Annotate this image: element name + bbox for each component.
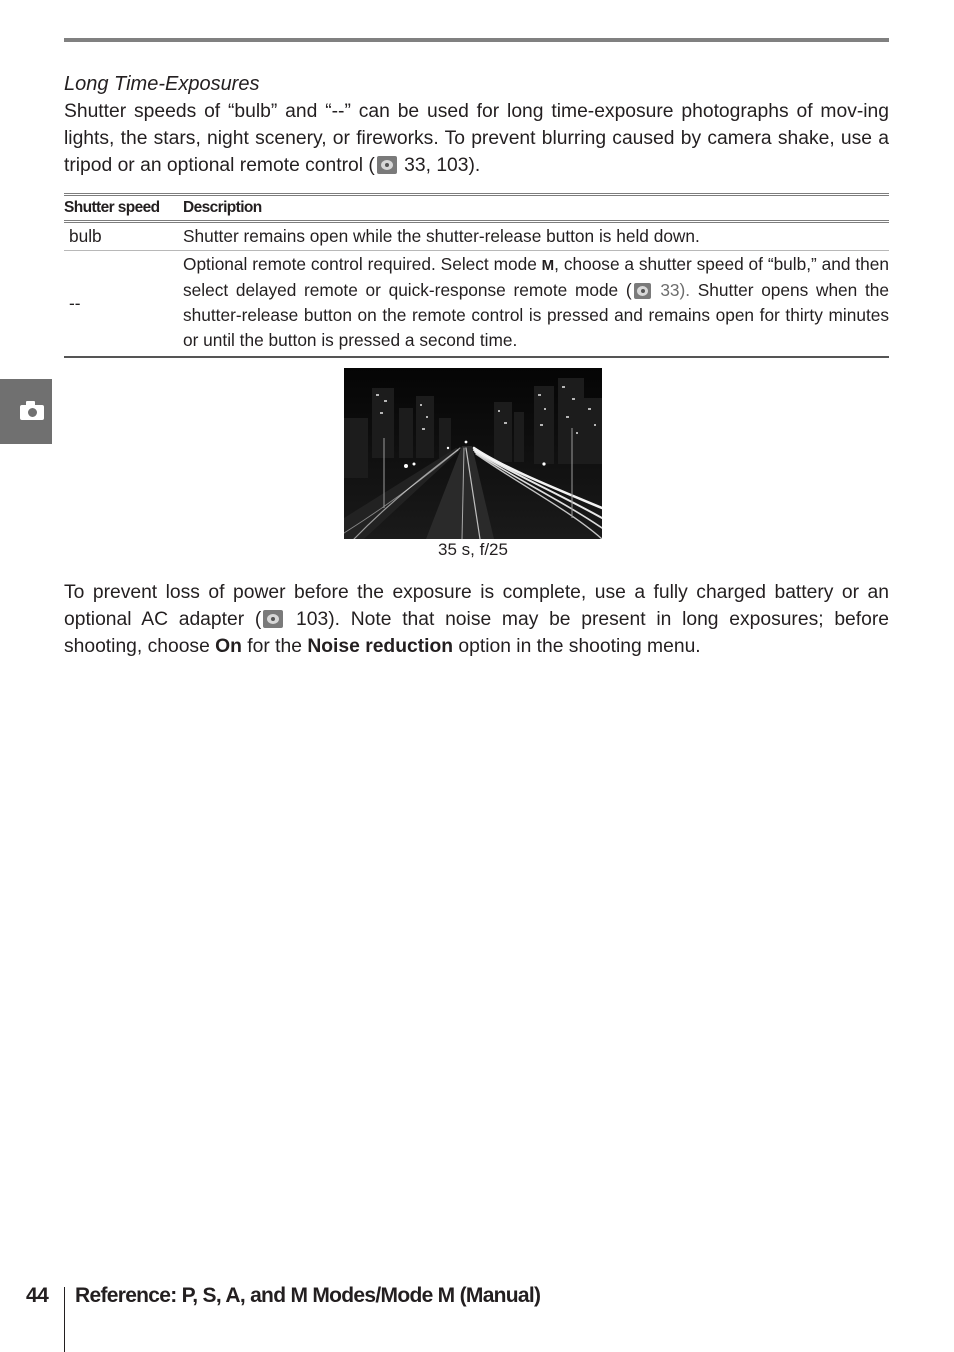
cell-speed: bulb <box>69 226 102 246</box>
section-title: Long Time-Exposures <box>64 73 260 95</box>
desc-text: Shutter opens when the shutter-release button on the remote control is pressed and remains open for thirty minutes or until the button is pressed a second time. <box>183 280 889 350</box>
intro-ref: 33, 103). <box>398 155 481 176</box>
header-description: Description <box>183 199 262 216</box>
closing-text: for the <box>241 636 308 657</box>
footer-title: Reference: P, S, A, and M Modes/Mode M (Manual) <box>75 1284 541 1307</box>
page-number: 44 <box>26 1284 49 1307</box>
closing-text: To prevent loss of power before the exposure is complete, use a fully charged battery or an optional AC adapter ( <box>64 582 889 630</box>
table-header-row <box>64 195 889 222</box>
table-row <box>64 222 889 251</box>
desc-text: Optional remote control required. Select mode <box>183 254 542 274</box>
reference-book-icon <box>263 610 283 628</box>
desc-ref: 33). <box>652 280 691 300</box>
mode-m-label: M <box>541 257 555 274</box>
closing-text: 103). Note that noise may be present in long exposures; before shooting, choose <box>64 609 889 657</box>
side-tab <box>0 379 52 444</box>
reference-book-icon <box>634 283 651 299</box>
noise-reduction-label: Noise reduction <box>307 636 454 657</box>
cell-description <box>183 251 889 358</box>
footer-divider <box>64 1287 65 1352</box>
photo-caption: 35 s, f/25 <box>438 540 508 559</box>
header-shutter-speed: Shutter speed <box>64 199 160 216</box>
top-rule <box>64 38 889 42</box>
closing-paragraph <box>64 579 889 660</box>
on-option-label: On <box>215 636 242 657</box>
intro-text: Shutter speeds of “bulb” and “--” can be used for long time-exposure photographs of mov-ing lights, the stars, night scenery, or fireworks. To prevent blurring caused by camera shake, use a tripod or an optional remote control ( <box>64 101 889 176</box>
intro-paragraph <box>64 98 889 179</box>
cell-speed: -- <box>69 293 81 313</box>
night-traffic-photo <box>344 368 602 539</box>
desc-text: , choose a shutter speed of “bulb,” and then select delayed remote or quick-response remote mode ( <box>183 254 889 300</box>
closing-text: option in the shooting menu. <box>453 636 701 657</box>
table-row <box>64 251 889 358</box>
reference-book-icon <box>377 156 397 174</box>
cell-description: Shutter remains open while the shutter-release button is held down. <box>183 226 700 246</box>
shutter-speed-table <box>64 193 889 358</box>
